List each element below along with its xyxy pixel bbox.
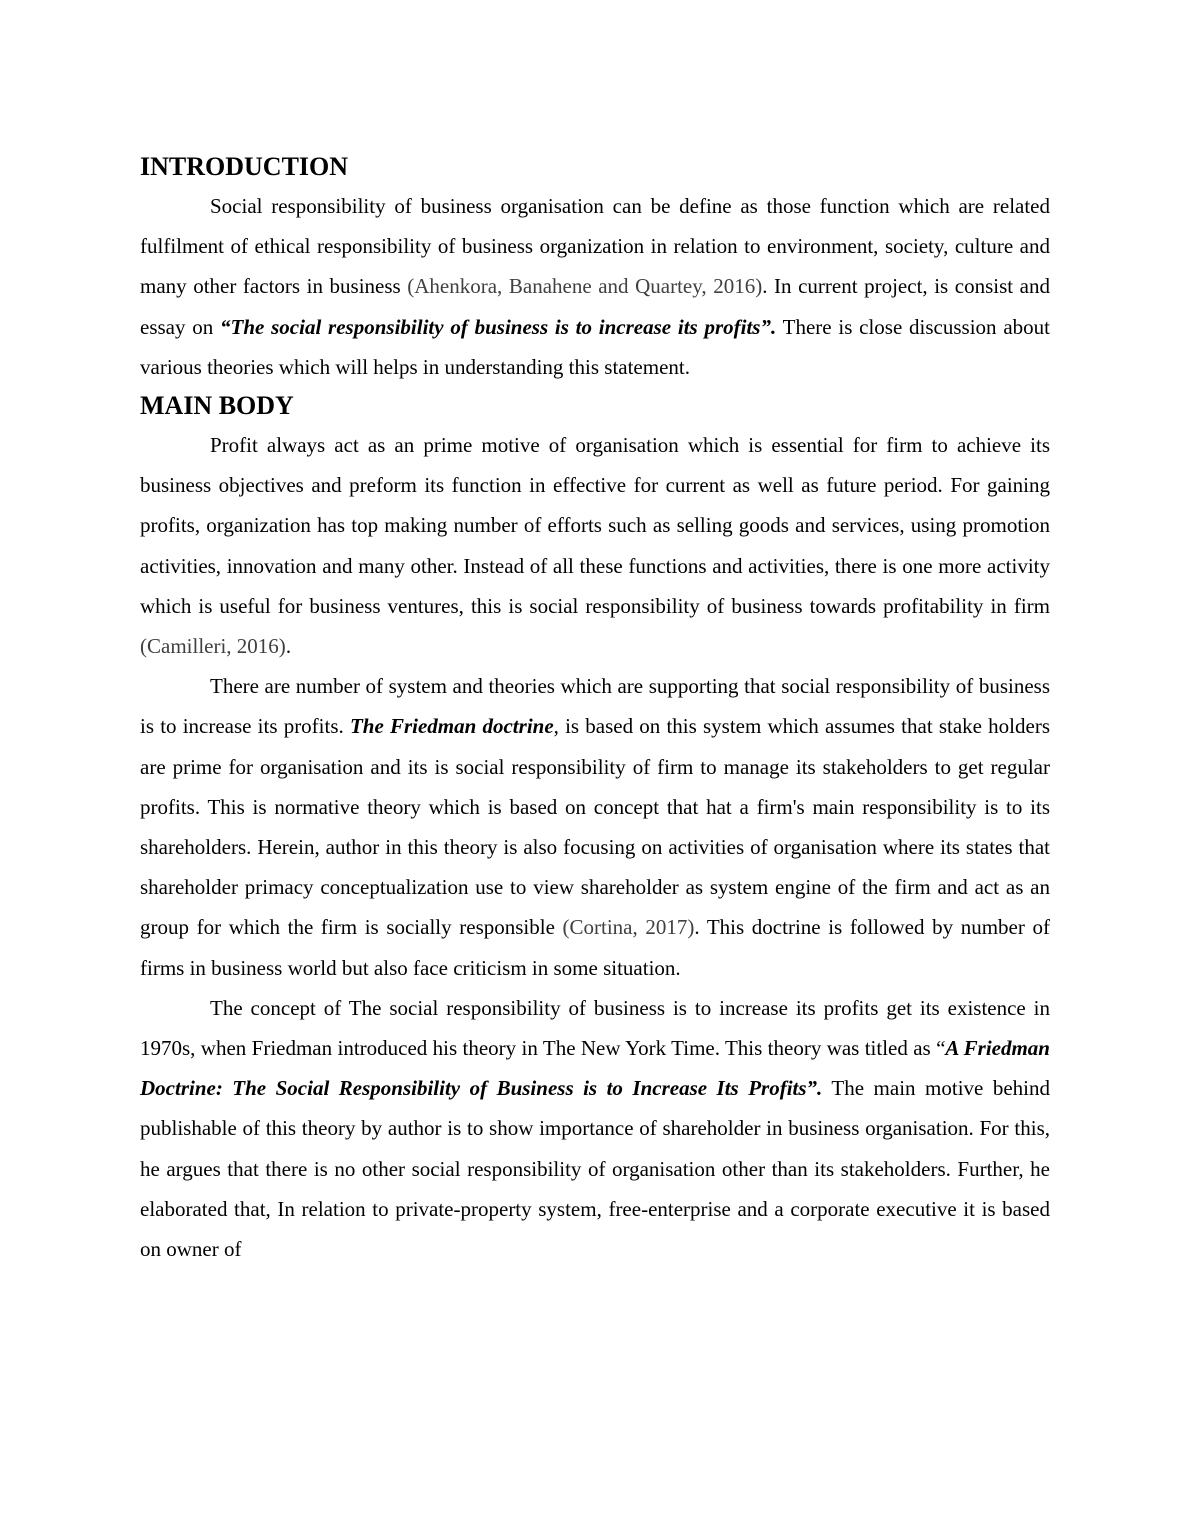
intro-text-1: Social responsibility of business organisation can be define as those function which are related fulfilment of ethical responsibility of business organization in relation to environment, society, culture and many other factors in business (140, 194, 1050, 299)
intro-citation: (Ahenkora, Banahene and Quartey, 2016) (407, 274, 763, 299)
friedman-article-title: A Friedman Doctrine: The Social Responsibility of Business is to Increase Its Profits”. (140, 1036, 1050, 1101)
main-p3-text-2: The main motive behind publishable of this theory by author is to show importance of shareholder in business organisation. For this, he argues that there is no other social responsibility of organisation other than its stakeholders. Further, he elaborated that, In relation to private-property system, free-enterprise and a corporate executive it is based on owner of (140, 1076, 1050, 1262)
main-p1-citation: (Camilleri, 2016) (140, 634, 286, 659)
intro-text-3: There is close discussion about various theories which will helps in understanding this statement. (140, 314, 1050, 379)
main-p2-text-1: There are number of system and theories which are supporting that social responsibility of business is to increase its profits. (140, 674, 1050, 739)
main-p2-text-3: . This doctrine is followed by number of firms in business world but also face criticism in some situation. (140, 915, 1050, 980)
main-p2-citation: (Cortina, 2017) (562, 915, 695, 940)
document-page (140, 148, 1050, 1269)
main-p1-text-2: . (285, 634, 292, 659)
main-body-heading: MAIN BODY (140, 391, 294, 421)
main-p2-text-2: , is based on this system which assumes that stake holders are prime for organisation and its is social responsibility of firm to manage its stakeholders to get regular profits. This is normative theory which is based on concept that hat a firm's main responsibility is to its shareholders. Herein, author in this theory is also focusing on activities of organisation where its states that shareholder primacy conceptualization use to view shareholder as system engine of the firm and act as an group for which the firm is socially responsible (140, 714, 1050, 940)
main-paragraph-2 (140, 666, 1050, 988)
introduction-paragraph (140, 186, 1050, 387)
friedman-doctrine-term: The Friedman doctrine (349, 714, 554, 739)
main-p1-text-1: Profit always act as an prime motive of organisation which is essential for firm to achieve its business objectives and preform its function in effective for current as well as future period. For gaining profits, organization has top making number of efforts such as selling goods and services, using promotion activities, innovation and many other. Instead of all these functions and activities, there is one more activity which is useful for business ventures, this is social responsibility of business towards profitability in firm (140, 433, 1050, 618)
intro-text-2: . In current project, is consist and essay on (140, 274, 1051, 339)
main-p3-text-1: The concept of The social responsibility of business is to increase its profits get its existence in 1970s, when Friedman introduced his theory in The New York Time. This theory was titled as “ (140, 995, 1050, 1061)
main-paragraph-1 (140, 425, 1050, 666)
main-paragraph-3 (140, 988, 1050, 1269)
introduction-heading: INTRODUCTION (140, 152, 349, 181)
intro-essay-title: “The social responsibility of business is to increase its profits”. (220, 314, 777, 339)
